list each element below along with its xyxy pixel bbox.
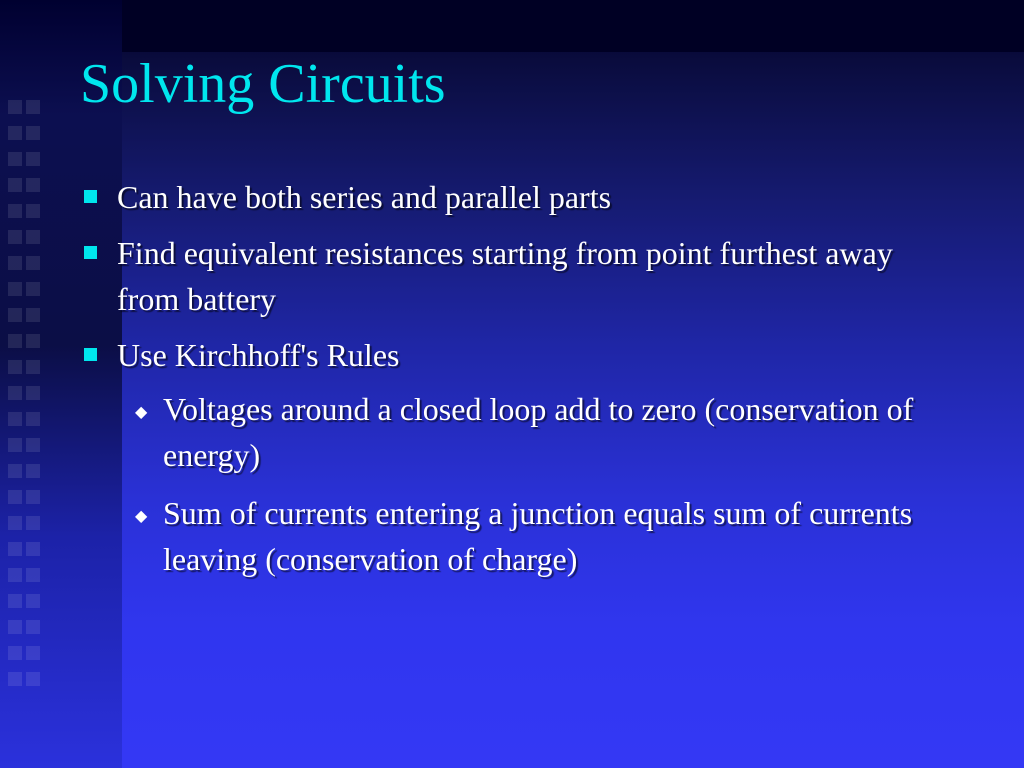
decorative-square (26, 620, 40, 634)
decorative-square (26, 360, 40, 374)
bullet-item (80, 332, 940, 582)
decorative-square (8, 256, 22, 270)
bullet-text: Find equivalent resistances starting from point furthest away from battery (117, 235, 893, 317)
diamond-bullet-icon: ◆ (135, 404, 148, 421)
decorative-square (8, 672, 22, 686)
sub-bullet-text: Sum of currents entering a junction equals sum of currents leaving (conservation of charge) (163, 495, 913, 577)
decorative-square (26, 256, 40, 270)
decorative-square (26, 490, 40, 504)
decorative-square (8, 568, 22, 582)
decorative-square (8, 204, 22, 218)
decorative-square (8, 438, 22, 452)
decorative-square (26, 646, 40, 660)
decorative-square (26, 282, 40, 296)
decorative-square (26, 178, 40, 192)
decorative-square (8, 412, 22, 426)
decorative-square (8, 516, 22, 530)
decorative-square (26, 152, 40, 166)
square-bullet-icon (84, 246, 97, 259)
decorative-square (26, 100, 40, 114)
decorative-square (26, 230, 40, 244)
square-bullet-icon (84, 190, 97, 203)
slide-title: Solving Circuits (80, 53, 446, 115)
decorative-square (8, 386, 22, 400)
decorative-square (8, 646, 22, 660)
decorative-square (26, 516, 40, 530)
sub-bullet-list (80, 386, 940, 582)
decorative-square (8, 464, 22, 478)
decorative-square (26, 204, 40, 218)
bullet-item (80, 174, 940, 220)
decorative-square (8, 334, 22, 348)
decorative-square (8, 490, 22, 504)
sub-bullet-item (80, 490, 940, 582)
decorative-square (26, 438, 40, 452)
decorative-square (26, 412, 40, 426)
decorative-square (26, 568, 40, 582)
decorative-square (8, 152, 22, 166)
bullet-item (80, 230, 940, 322)
decorative-square (8, 308, 22, 322)
header-band (0, 0, 1024, 52)
decorative-square (26, 386, 40, 400)
decorative-square (26, 334, 40, 348)
decorative-square (8, 594, 22, 608)
sub-bullet-text: Voltages around a closed loop add to zero (conservation of energy) (163, 391, 914, 473)
decorative-square (8, 360, 22, 374)
bullet-text: Can have both series and parallel parts (117, 179, 612, 215)
decorative-square (26, 464, 40, 478)
diamond-bullet-icon: ◆ (135, 508, 148, 525)
decorative-square (8, 178, 22, 192)
decorative-square (8, 282, 22, 296)
decorative-square (26, 672, 40, 686)
bullet-list (80, 174, 940, 594)
bullet-text: Use Kirchhoff's Rules (117, 337, 400, 373)
decorative-squares (0, 100, 38, 700)
square-bullet-icon (84, 348, 97, 361)
decorative-square (8, 100, 22, 114)
decorative-square (26, 542, 40, 556)
decorative-square (26, 308, 40, 322)
decorative-square (26, 594, 40, 608)
decorative-square (8, 126, 22, 140)
decorative-square (8, 620, 22, 634)
sub-bullet-item (80, 386, 940, 478)
decorative-square (8, 230, 22, 244)
decorative-square (26, 126, 40, 140)
decorative-square (8, 542, 22, 556)
